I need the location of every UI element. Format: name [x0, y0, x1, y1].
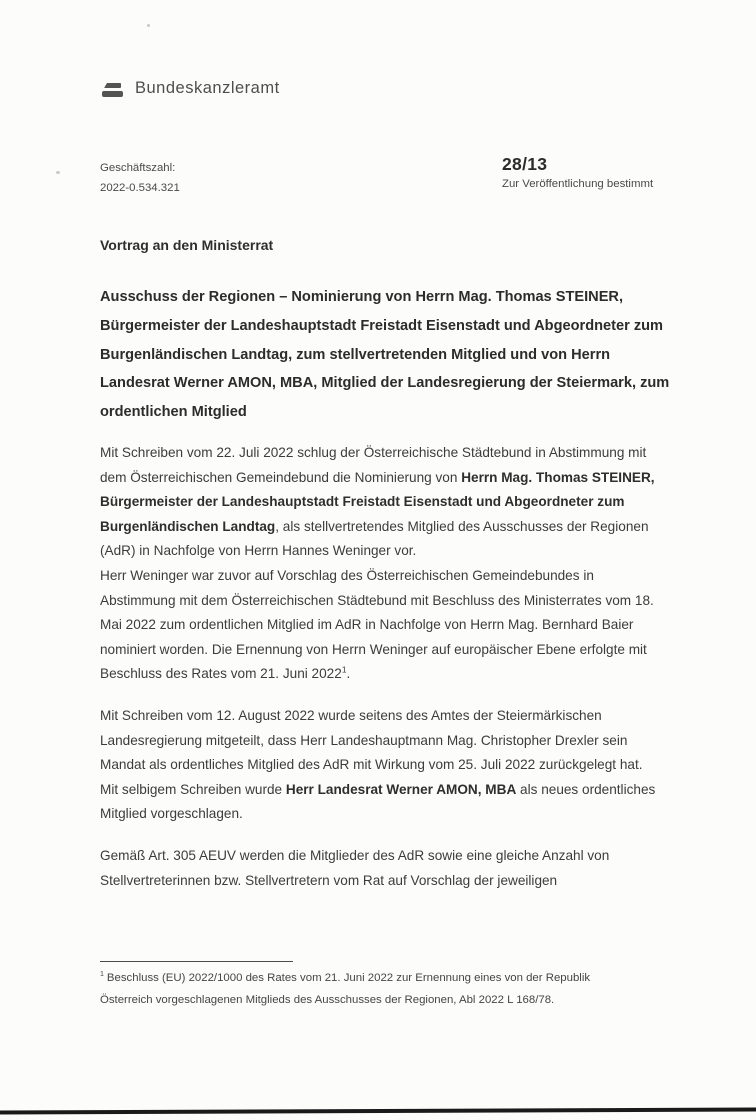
paragraph-amon-proposal [100, 704, 658, 827]
paragraph-weninger-history [100, 564, 658, 687]
reference-number: 2022-0.534.321 [100, 182, 180, 194]
agenda-block [502, 154, 653, 190]
flag-bar-bottom [102, 91, 123, 97]
document-title: Ausschuss der Regionen – Nominierung von Herrn Mag. Thomas STEINER, Bürgermeister der Landeshauptstadt Freistadt Eisenstadt und Abgeordneter zum Burgenländischen Landtag, zum stellvertretenden Mitglied und von Herrn Landesrat Werner AMON, MBA, Mitglied der Landesregierung der Steiermark, zum ordentlichen Mitglied [100, 289, 670, 421]
paragraph-legal-basis: Gemäß Art. 305 AEUV werden die Mitglieder des AdR sowie eine gleiche Anzahl von Stellvertreterinnen bzw. Stellvertretern vom Rat auf Vorschlag der jeweiligen [100, 848, 610, 888]
footnote-separator [100, 961, 293, 962]
paragraph-bold-name: Herr Landesrat Werner AMON, MBA [285, 781, 517, 797]
agenda-item-number: 28/13 [502, 154, 548, 174]
reference-label: Geschäftszahl: [100, 162, 176, 174]
paragraph-nomination [100, 441, 658, 564]
document-kicker: Vortrag an den Ministerrat [100, 237, 274, 253]
flag-bar-top [104, 83, 121, 88]
paragraph-bold-name: Herrn Mag. Thomas STEINER, Bürgermeister der Landeshauptstadt Freistadt Eisenstadt und Abgeordneter zum Burgenländischen Landtag [100, 469, 655, 534]
reference-block [100, 158, 180, 198]
paragraph-text: Mit Schreiben vom 22. Juli 2022 schlug der Österreichische Städtebund in Abstimmung mit dem Österreichischen Gemeindebund die Nominierung von [100, 445, 647, 485]
document-header [100, 77, 280, 99]
scan-page-edge [0, 1108, 756, 1115]
paragraph-text: , als stellvertretendes Mitglied des Ausschusses der Regionen (AdR) in Nachfolge von Herrn Hannes Weninger vor. [100, 518, 649, 559]
footnote-text: Beschluss (EU) 2022/1000 des Rates vom 21. Juni 2022 zur Ernennung eines von der Republik Österreich vorgeschlagenen Mitglieds des Ausschusses der Regionen, Abl 2022 L 168/78. [100, 972, 591, 1006]
scan-speck [147, 24, 150, 27]
footnote [100, 968, 620, 1011]
paragraph-text: Herr Weninger war zuvor auf Vorschlag des Österreichischen Gemeindebundes in Abstimmung mit dem Österreichischen Städtebund mit Beschluss des Ministerrates vom 18. Mai 2022 zum ordentlichen Mitglied im AdR in Nachfolge von Herrn Mag. Bernhard Baier nominiert worden. Die Ernennung von Herrn Weninger auf europäischer Ebene erfolgte mit Beschluss des Rates vom 21. Juni 2022 [100, 568, 654, 682]
paragraph-text: als neues ordentliches Mitglied vorgeschlagen. [100, 781, 656, 822]
paragraph-text: Mit Schreiben vom 12. August 2022 wurde seitens des Amtes der Steiermärkischen Landesregierung mitgeteilt, dass Herr Landeshauptmann Mag. Christopher Drexler sein Mandat als ordentliches Mitglied des AdR mit Wirkung vom 25. Juli 2022 zurückgelegt hat. Mit selbigem Schreiben wurde [100, 708, 643, 797]
footnote-marker: 1 [100, 971, 104, 979]
bka-flag-bars-icon [100, 77, 124, 99]
publication-note: Zur Veröffentlichung bestimmt [502, 178, 654, 190]
paragraph-text: . [346, 666, 351, 682]
agency-name: Bundeskanzleramt [135, 78, 280, 97]
footnote-reference: 1 [341, 664, 347, 675]
scan-speck [56, 171, 60, 174]
